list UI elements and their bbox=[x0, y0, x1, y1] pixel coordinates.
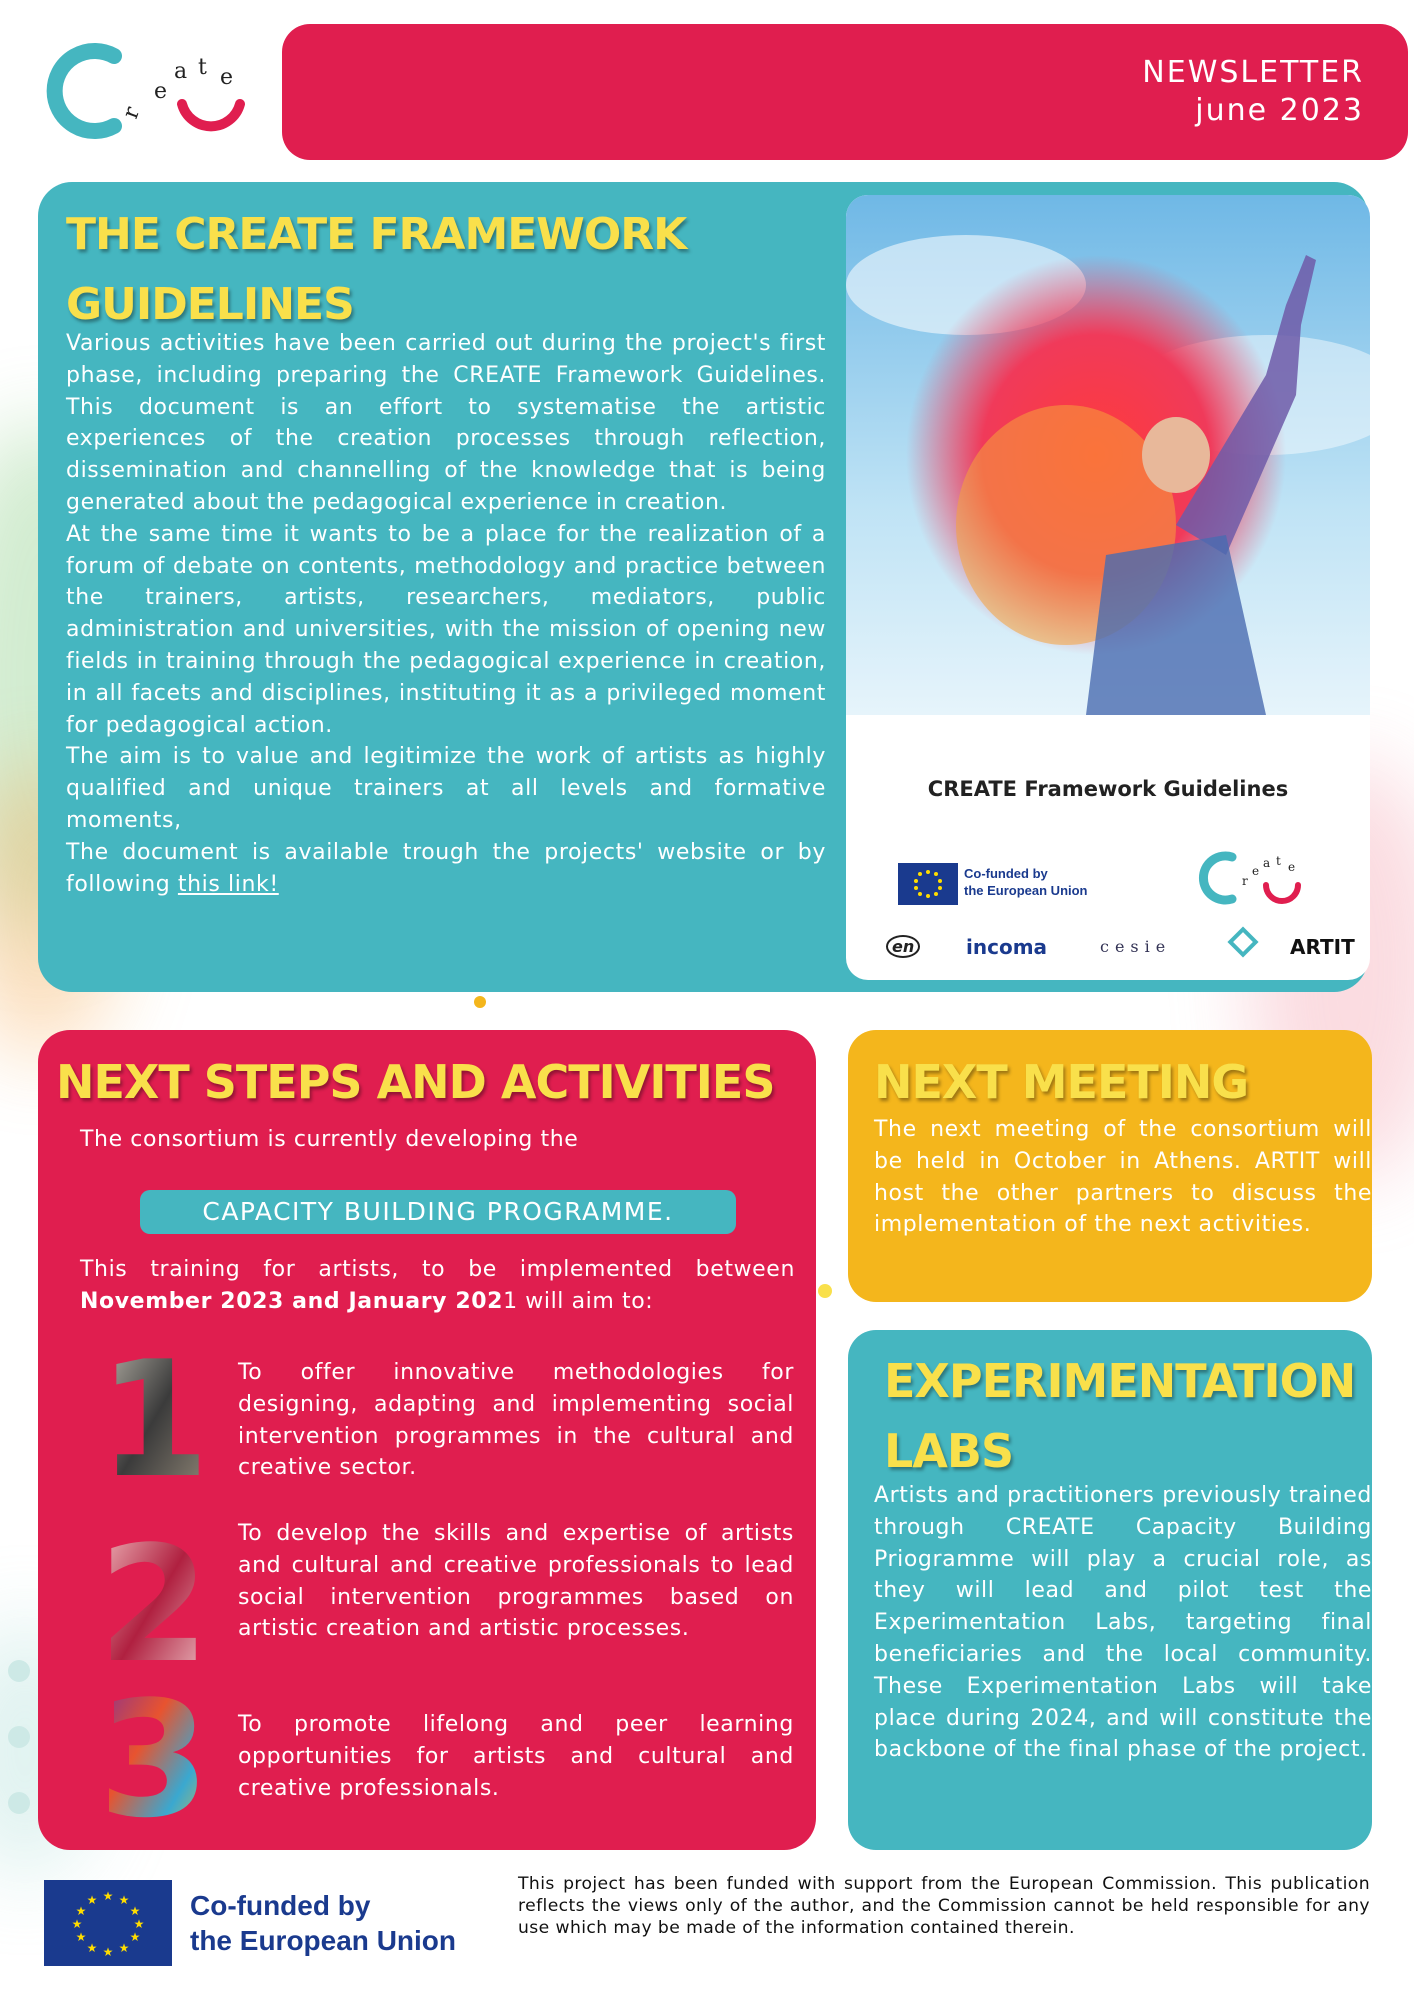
svg-text:★: ★ bbox=[118, 1941, 130, 1955]
footer-disclaimer: This project has been funded with support from the European Commission. This publication reflects the views only of the author, and the Commission cannot be held responsible for any use which may be made of the information contained therein. bbox=[518, 1874, 1370, 1938]
decorative-dot bbox=[474, 996, 486, 1008]
experimentation-labs-title: EXPERIMENTATION LABS bbox=[884, 1354, 1356, 1478]
svg-text:3: 3 bbox=[98, 1690, 210, 1820]
decorative-dot bbox=[818, 1284, 832, 1298]
footer-eu-text bbox=[190, 1888, 456, 1958]
next-steps-training bbox=[80, 1254, 795, 1318]
svg-text:2: 2 bbox=[98, 1535, 210, 1665]
partner-diamond-icon bbox=[1227, 926, 1258, 957]
svg-text:★: ★ bbox=[129, 1904, 141, 1918]
svg-text:e: e bbox=[1288, 860, 1296, 874]
svg-text:a: a bbox=[174, 59, 188, 84]
svg-text:★: ★ bbox=[102, 1889, 114, 1903]
experimentation-labs-body: Artists and practitioners previously trained through CREATE Capacity Building Priogramme will play a crucial role, as they will lead and pilot test the Experimentation Labs, targeting final beneficiaries and the local community. These Experimentation Labs will take place during 2024, and will constitute the backbone of the final phase of the project. bbox=[874, 1483, 1372, 1763]
svg-text:★: ★ bbox=[71, 1917, 83, 1931]
create-logo bbox=[44, 36, 264, 146]
partner-artit-logo: ARTIT bbox=[1290, 935, 1355, 959]
guidelines-cover-card bbox=[846, 195, 1370, 980]
framework-paragraph-4 bbox=[66, 837, 826, 901]
svg-text:★: ★ bbox=[86, 1941, 98, 1955]
framework-paragraph-4-text: The document is available trough the projects' website or by following bbox=[66, 839, 826, 897]
training-suffix: 1 will aim to: bbox=[503, 1289, 654, 1314]
framework-body bbox=[66, 328, 826, 900]
svg-text:★: ★ bbox=[102, 1945, 114, 1959]
step-1-text: To offer innovative methodologies for designing, adapting and implementing social intervention programmes in the cultural and creative sector. bbox=[238, 1360, 794, 1481]
svg-text:e: e bbox=[154, 79, 168, 104]
svg-text:a: a bbox=[1263, 856, 1271, 870]
svg-text:★: ★ bbox=[129, 1930, 141, 1944]
svg-text:★: ★ bbox=[118, 1893, 130, 1907]
decorative-dot bbox=[8, 1792, 30, 1814]
framework-paragraph-3: The aim is to value and legitimize the work of artists as highly qualified and unique trainers at all levels and formative moments, bbox=[66, 744, 826, 833]
cover-eu-line-1: Co-funded by bbox=[964, 866, 1048, 881]
svg-text:e: e bbox=[1252, 864, 1260, 878]
next-steps-intro: The consortium is currently developing the bbox=[80, 1127, 579, 1152]
partner-incoma-logo: incoma bbox=[966, 935, 1048, 959]
next-meeting-body: The next meeting of the consortium will be held in October in Athens. ARTIT will host the other partners to discuss the implementation of the next activities. bbox=[874, 1117, 1372, 1238]
svg-text:1: 1 bbox=[98, 1350, 210, 1480]
svg-text:t: t bbox=[1276, 854, 1281, 868]
training-prefix: This training for artists, to be implemented between bbox=[80, 1257, 795, 1282]
cover-partner-logos bbox=[886, 935, 1355, 965]
cover-photo bbox=[846, 195, 1370, 715]
step-number-2-badge bbox=[94, 1535, 214, 1665]
decorative-dot bbox=[8, 1726, 30, 1748]
framework-paragraph-2: At the same time it wants to be a place for the realization of a forum of debate on contents, methodology and practice between the trainers, artists, researchers, mediators, public administration and universities, with the mission of opening new fields in training through the pedagogical experience in creation, in all facets and disciplines, instituting it as a privileged moment for pedagogical action. bbox=[66, 521, 826, 738]
partner-en-logo: en bbox=[886, 935, 920, 958]
next-meeting-title: NEXT MEETING bbox=[874, 1055, 1249, 1109]
svg-text:t: t bbox=[198, 55, 207, 80]
eu-flag-icon bbox=[44, 1880, 172, 1966]
guidelines-link[interactable]: this link! bbox=[177, 871, 279, 897]
training-dates: November 2023 and January 202 bbox=[80, 1289, 504, 1314]
svg-text:★: ★ bbox=[133, 1917, 145, 1931]
decorative-dot bbox=[8, 1660, 30, 1682]
framework-paragraph-1: Various activities have been carried out during the project's first phase, including preparing the CREATE Framework Guidelines. This document is an effort to systematise the artistic experiences of the creation processes through reflection, dissemination and channelling of the knowledge that is being generated about the pedagogical experience in creation. bbox=[66, 331, 826, 515]
cover-eu-line-2: the European Union bbox=[964, 883, 1088, 898]
cover-eu-badge bbox=[898, 863, 1118, 905]
partner-cesie-logo: cesie bbox=[1100, 937, 1172, 956]
footer-eu-line-2: the European Union bbox=[190, 1925, 456, 1956]
step-number-1-badge bbox=[94, 1350, 214, 1480]
svg-text:★: ★ bbox=[75, 1930, 87, 1944]
svg-text:r: r bbox=[118, 103, 146, 123]
cover-create-logo bbox=[1196, 845, 1306, 909]
footer-eu-line-1: Co-funded by bbox=[190, 1890, 371, 1921]
cover-caption: CREATE Framework Guidelines bbox=[927, 777, 1289, 801]
svg-text:e: e bbox=[220, 65, 234, 90]
step-number-3-badge bbox=[94, 1690, 214, 1820]
next-steps-title: NEXT STEPS AND ACTIVITIES bbox=[56, 1055, 775, 1109]
svg-text:★: ★ bbox=[75, 1904, 87, 1918]
newsletter-header-bar bbox=[282, 24, 1408, 160]
newsletter-date: june 2023 bbox=[1195, 93, 1364, 128]
framework-title: THE CREATE FRAMEWORK GUIDELINES bbox=[66, 209, 687, 330]
svg-text:r: r bbox=[1242, 874, 1248, 888]
capacity-building-badge: CAPACITY BUILDING PROGRAMME. bbox=[140, 1190, 736, 1234]
step-2-text: To develop the skills and expertise of artists and cultural and creative professionals to lead social intervention programmes based on artistic creation and artistic processes. bbox=[238, 1521, 794, 1642]
step-3-text: To promote lifelong and peer learning opportunities for artists and cultural and creative professionals. bbox=[238, 1712, 794, 1801]
svg-text:★: ★ bbox=[86, 1893, 98, 1907]
newsletter-label: NEWSLETTER bbox=[1142, 55, 1364, 90]
